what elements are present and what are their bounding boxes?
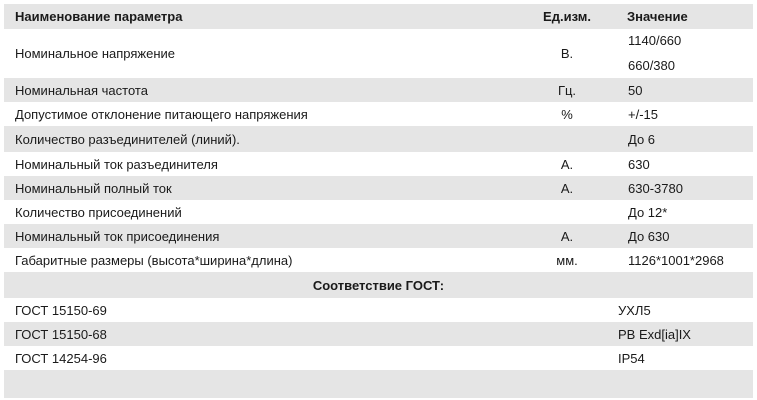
- table-row: [4, 29, 753, 78]
- header-name: Наименование параметра: [4, 4, 518, 29]
- row-name: Номинальный ток разъединителя: [15, 156, 218, 172]
- parameters-table: [4, 4, 753, 398]
- row-unit: В.: [560, 46, 574, 61]
- gost-row: [4, 346, 753, 370]
- gost-section-header: [4, 272, 753, 298]
- row-value: [616, 29, 753, 78]
- row-unit: Гц.: [518, 78, 616, 102]
- gost-value: РВ Exd[ia]IX: [616, 322, 753, 346]
- row-value-line: 660/380: [628, 57, 675, 73]
- row-unit: А.: [560, 156, 574, 172]
- table-row: [4, 200, 753, 224]
- row-value: 630-3780: [616, 176, 753, 200]
- row-name: Количество разъединителей (линий).: [4, 126, 518, 152]
- row-value: 630: [628, 156, 650, 172]
- gost-value: УХЛ5: [618, 302, 651, 318]
- gost-name: ГОСТ 14254-96: [15, 350, 107, 366]
- header-unit: Ед.изм.: [518, 4, 616, 29]
- table-row: [4, 152, 753, 176]
- row-value: 1126*1001*2968: [628, 252, 724, 268]
- gost-value: IP54: [618, 350, 645, 366]
- row-value: До 630: [616, 224, 753, 248]
- table-header-row: [4, 4, 753, 29]
- row-name: Номинальный ток присоединения: [4, 224, 518, 248]
- header-value: Значение: [616, 4, 753, 29]
- row-name: Номинальная частота: [4, 78, 518, 102]
- row-name: Количество присоединений: [15, 204, 182, 220]
- gost-name: ГОСТ 15150-68: [4, 322, 616, 346]
- gost-name: ГОСТ 15150-69: [15, 302, 107, 318]
- row-unit: А.: [518, 224, 616, 248]
- row-unit: мм.: [556, 252, 578, 268]
- row-value: До 12*: [628, 204, 668, 220]
- row-value: +/-15: [628, 106, 658, 122]
- table-row: [4, 126, 753, 152]
- table-row: [4, 102, 753, 126]
- row-name: Допустимое отклонение питающего напряжения: [15, 106, 308, 122]
- row-name: Номинальное напряжение: [15, 46, 176, 61]
- table-row: [4, 224, 753, 248]
- gost-section-title: Соответствие ГОСТ:: [4, 272, 753, 298]
- table-row: [4, 78, 753, 102]
- row-unit: А.: [518, 176, 616, 200]
- row-unit: %: [561, 106, 573, 122]
- gost-row: [4, 322, 753, 346]
- empty-row: [4, 370, 753, 398]
- row-value-line: 1140/660: [628, 33, 682, 48]
- table-row: [4, 176, 753, 200]
- row-unit: [518, 200, 616, 224]
- row-name: Габаритные размеры (высота*ширина*длина): [15, 252, 293, 268]
- row-value: 50: [616, 78, 753, 102]
- table-row: [4, 248, 753, 272]
- gost-row: [4, 298, 753, 322]
- row-unit: [518, 126, 616, 152]
- row-name: Номинальный полный ток: [4, 176, 518, 200]
- row-value: До 6: [616, 126, 753, 152]
